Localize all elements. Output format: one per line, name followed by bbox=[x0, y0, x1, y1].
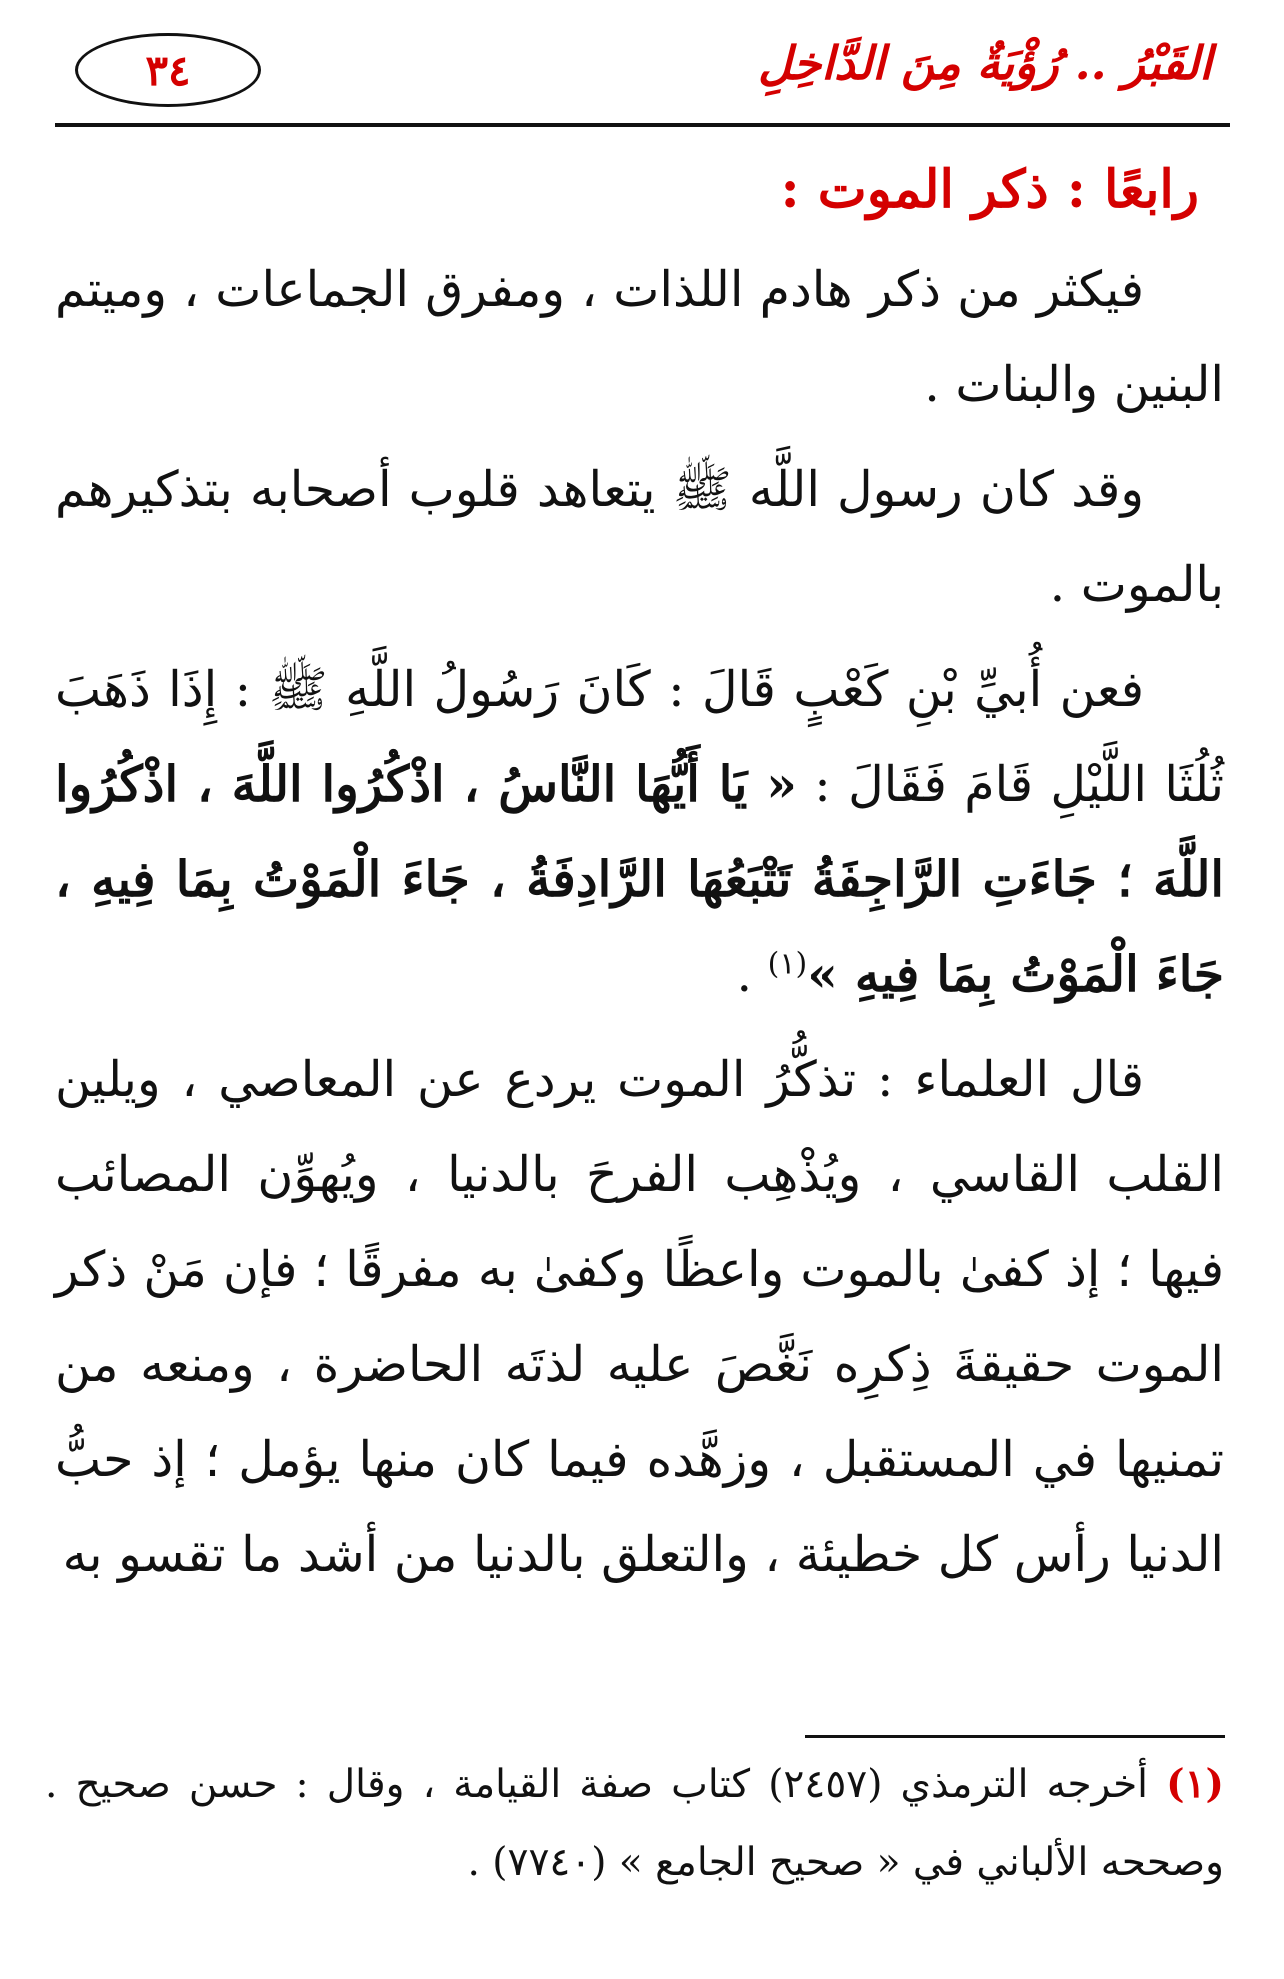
main-text bbox=[55, 160, 1224, 1612]
page-number-badge: ٣٤ bbox=[75, 33, 261, 107]
hadith-intro: فعن أُبيِّ بْنِ كَعْبٍ قَالَ : كَانَ رَسُولُ اللَّهِ ﷺ : إِذَا ذَهَبَ ثُلُثَا اللَّيْلِ قَامَ فَقَالَ : bbox=[55, 661, 1225, 813]
hadith-end: . bbox=[736, 946, 768, 1003]
footnote-marker: (١) bbox=[1166, 1761, 1224, 1807]
paragraph-4: قال العلماء : تذكُّرُ الموت يردع عن المعاصي ، ويلين القلب القاسي ، ويُذْهِب الفرحَ بالدنيا ، ويُهوِّن المصائب فيها ؛ إذ كفىٰ بالموت واعظًا وكفىٰ به مفرقًا ؛ فإن مَنْ ذكر الموت حقيقةَ ذِكرِه نَغَّصَ عليه لذتَه الحاضرة ، ومنعه من تمنيها في المستقبل ، وزهَّده فيما كان منها يؤمل ؛ إذ حبُّ الدنيا رأس كل خطيئة ، والتعلق بالدنيا من أشد ما تقسو به bbox=[55, 1051, 1224, 1583]
running-title: القَبْرُ .. رُؤْيَةٌ مِنَ الدَّاخِلِ bbox=[758, 36, 1212, 90]
footnote-1 bbox=[45, 1745, 1224, 1902]
paragraph-2: وقد كان رسول اللَّه ﷺ يتعاهد قلوب أصحابه بتذكيرهم بالموت . bbox=[55, 461, 1224, 613]
section-heading: رابعًا : ذكر الموت : bbox=[780, 159, 1199, 220]
paragraph-hadith bbox=[55, 642, 1224, 1022]
paragraph-1: فيكثر من ذكر هادم اللذات ، ومفرق الجماعات ، وميتم البنين والبنات . bbox=[55, 261, 1224, 413]
footnotes bbox=[45, 1745, 1224, 1902]
page-header bbox=[55, 28, 1230, 127]
footnote-text: أخرجه الترمذي (٢٤٥٧) كتاب صفة القيامة ، وقال : حسن صحيح . وصححه الألباني في « صحيح الجامع » (٧٧٤٠) . bbox=[45, 1762, 1224, 1885]
footnote-divider bbox=[805, 1735, 1225, 1738]
hadith-text: « يَا أَيُّهَا النَّاسُ ، اذْكُرُوا اللَّهَ ، اذْكُرُوا اللَّهَ ؛ جَاءَتِ الرَّاجِفَةُ تَتْبَعُهَا الرَّادِفَةُ ، جَاءَ الْمَوْتُ بِمَا فِيهِ ، جَاءَ الْمَوْتُ بِمَا فِيهِ » bbox=[55, 755, 1224, 1003]
footnote-reference[interactable]: (١) bbox=[767, 946, 808, 982]
